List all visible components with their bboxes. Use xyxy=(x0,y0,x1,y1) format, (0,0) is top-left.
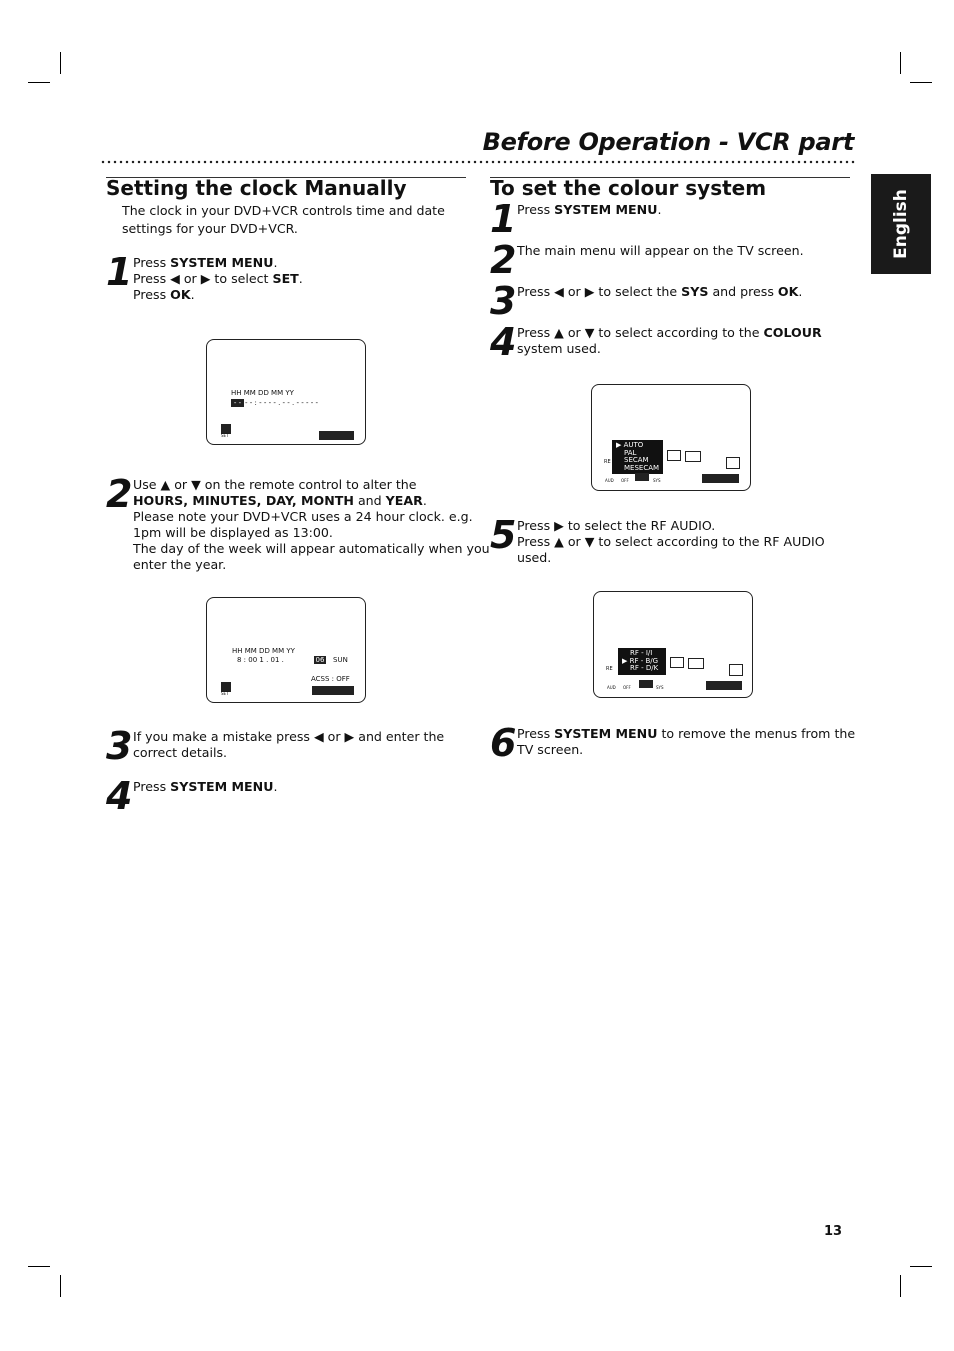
crop-mark xyxy=(910,82,932,83)
rec-label: RE xyxy=(606,666,613,672)
system-label: SYS xyxy=(656,685,664,690)
plus-icon xyxy=(685,451,701,462)
down-arrow-icon: ▼ xyxy=(584,325,595,340)
nav-buttons-icon xyxy=(706,681,742,690)
acss-status: ACSS : OFF xyxy=(311,675,350,683)
step-number: 4 xyxy=(106,774,133,818)
left-arrow-icon: ◀ xyxy=(554,284,564,299)
step-number: 5 xyxy=(490,513,517,557)
clock-field-headers: HH MM DD MM YY xyxy=(232,647,295,655)
vcr-icon xyxy=(635,473,649,481)
set-label: SET xyxy=(221,691,229,696)
tv-screen-clock-set xyxy=(206,597,366,703)
section-title-clock: Setting the clock Manually xyxy=(106,176,407,200)
right-arrow-icon: ▶ xyxy=(200,271,211,286)
step-number: 2 xyxy=(106,472,133,516)
clock-intro: The clock in your DVD+VCR controls time and date settings for your DVD+VCR. xyxy=(122,203,445,236)
nav-buttons-icon xyxy=(312,686,354,695)
up-arrow-icon: ▲ xyxy=(160,477,171,492)
audio-label: AUD xyxy=(605,478,614,483)
right-arrow-icon: ▶ xyxy=(344,729,355,744)
hour-cursor: - - xyxy=(231,399,244,407)
system-label: SYS xyxy=(653,478,661,483)
clock-field-values: 8 : 00 1 . 01 . xyxy=(237,656,284,664)
page-number: 13 xyxy=(824,1224,843,1239)
left-arrow-icon: ◀ xyxy=(170,271,180,286)
tv-screen-clock-empty xyxy=(206,339,366,445)
plus-icon xyxy=(688,658,704,669)
clock-field-values: - - : - - - - . - - . - - - - - xyxy=(245,399,319,407)
up-arrow-icon: ▲ xyxy=(554,534,564,549)
page-header-title: Before Operation - VCR part xyxy=(482,128,854,156)
crop-mark xyxy=(28,1266,50,1267)
colour-step1-text: Press SYSTEM MENU. xyxy=(517,202,662,217)
audio-label: AUD xyxy=(607,685,616,690)
left-arrow-icon: ◀ xyxy=(313,729,324,744)
right-arrow-icon: ▶ xyxy=(584,284,595,299)
year-cursor: 06 xyxy=(315,656,325,664)
crop-mark xyxy=(60,1275,61,1297)
header-dotted-rule xyxy=(100,160,856,164)
tape-icon xyxy=(667,450,681,461)
down-arrow-icon: ▼ xyxy=(191,477,201,492)
clock-step1-text: Press SYSTEM MENU. Press ◀ or ▶ to select SET. Press OK. xyxy=(133,255,303,302)
colour-step3-text: Press ◀ or ▶ to select the SYS and press OK. xyxy=(517,284,803,299)
tv-screen-rf-audio xyxy=(593,591,753,698)
rec-label: RE xyxy=(604,459,611,465)
crop-mark xyxy=(60,52,61,74)
colour-step2-text: The main menu will appear on the TV screen. xyxy=(517,243,804,258)
up-arrow-icon: ▲ xyxy=(554,325,564,340)
clock-step4-text: Press SYSTEM MENU. xyxy=(133,779,278,794)
section-title-colour: To set the colour system xyxy=(490,176,767,200)
set-label: SET xyxy=(221,433,229,438)
day-of-week: SUN xyxy=(333,656,348,664)
language-tab-label: English xyxy=(891,189,911,259)
step-number: 3 xyxy=(490,279,517,323)
clock-field-headers: HH MM DD MM YY xyxy=(231,389,294,397)
step-number: 1 xyxy=(106,250,133,294)
down-arrow-icon: ▼ xyxy=(584,534,595,549)
cassette-icon xyxy=(726,457,740,469)
tape-icon xyxy=(670,657,684,668)
crop-mark xyxy=(910,1266,932,1267)
crop-mark xyxy=(28,82,50,83)
cassette-icon xyxy=(729,664,743,676)
colour-system-menu: ▶ AUTO PAL SECAM MESECAM xyxy=(612,440,663,474)
step-number: 2 xyxy=(490,238,517,282)
nav-buttons-icon xyxy=(702,474,739,483)
vcr-icon xyxy=(639,680,653,688)
off-label: OFF xyxy=(623,685,631,690)
step-number: 1 xyxy=(490,197,517,241)
colour-step4-text: Press ▲ or ▼ to select according to the COLOUR system used. xyxy=(517,325,822,356)
tv-screen-colour-system xyxy=(591,384,751,491)
language-tab xyxy=(871,174,931,274)
right-arrow-icon: ▶ xyxy=(554,518,564,533)
clock-step2-text: Use ▲ or ▼ on the remote control to alter the HOURS, MINUTES, DAY, MONTH and YEAR. Please note your DVD+VCR uses a 24 hour clock. e.g. 1pm will be displayed as 13:00. The day of the week will appear automatically when you enter the year. xyxy=(133,477,490,572)
nav-buttons-icon xyxy=(319,431,354,440)
crop-mark xyxy=(900,1275,901,1297)
clock-step3-text: If you make a mistake press ◀ or ▶ and enter the correct details. xyxy=(133,729,445,760)
colour-step6-text: Press SYSTEM MENU to remove the menus from the TV screen. xyxy=(517,726,856,757)
colour-step5-text: Press ▶ to select the RF AUDIO. Press ▲ or ▼ to select according to the RF AUDIO used. xyxy=(517,518,825,565)
rf-audio-menu: RF - I/I ▶ RF - B/G RF - D/K xyxy=(618,648,666,675)
off-label: OFF xyxy=(621,478,629,483)
crop-mark xyxy=(900,52,901,74)
step-number: 3 xyxy=(106,724,133,768)
step-number: 4 xyxy=(490,320,517,364)
step-number: 6 xyxy=(490,721,517,765)
